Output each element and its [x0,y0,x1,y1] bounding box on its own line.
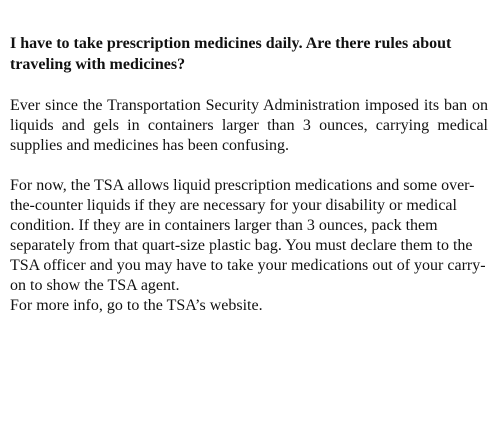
faq-article [10,33,488,316]
more-info-line: For more info, go to the TSA’s website. [10,297,263,314]
answer-paragraph-2: For now, the TSA allows liquid prescription medications and some over-the-counter liquids if they are necessary for your disability or medical condition. If they are in containers larger than 3 ounces, pack them separately from that quart-size plastic bag. You must declare them to the TSA officer and you may have to take your medications out of your carry-on to show the TSA agent. [10,177,486,294]
answer-paragraph-1: Ever since the Transportation Security Administration imposed its ban on liquids and gels in containers larger than 3 ounces, carrying medical supplies and medicines has been confusing. [10,97,488,154]
faq-question: I have to take prescription medicines daily. Are there rules about traveling with medicines? [10,35,452,73]
